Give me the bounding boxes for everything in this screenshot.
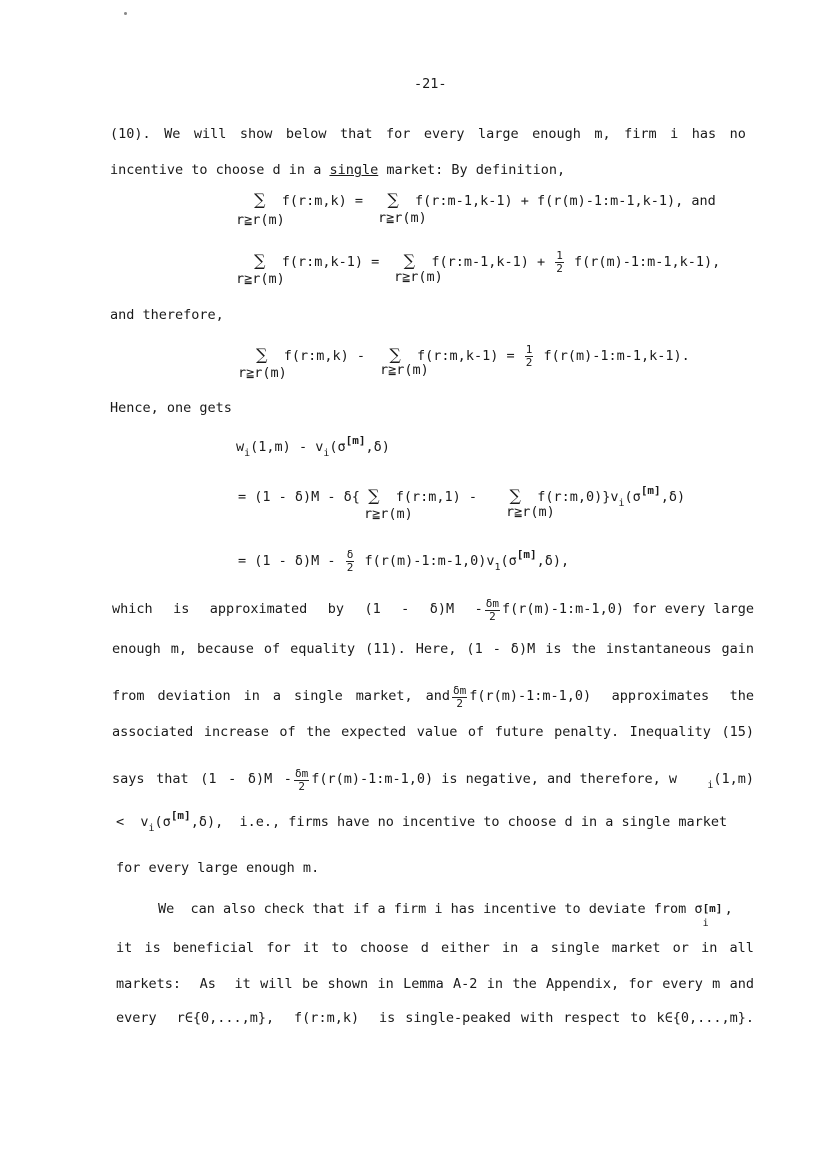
- p2-l5-w4: δ)M: [247, 771, 273, 788]
- p1-w13: has: [691, 126, 717, 142]
- eq3-rhs: f(r:m,k-1) =: [417, 348, 515, 365]
- p2-frac3-den: 2: [298, 779, 305, 793]
- eq4-w: w: [236, 439, 245, 455]
- p1-w11: firm: [624, 126, 657, 142]
- p3-w1: is: [144, 940, 161, 956]
- p3-w3: for: [266, 940, 291, 956]
- p3-l1-sup: [m]: [702, 902, 723, 915]
- p2-l5-tail: [707, 771, 754, 792]
- eq3-half: [525, 344, 534, 368]
- p2-l3-w1: deviation: [157, 688, 231, 705]
- p2-l1-w2: approximated: [209, 601, 308, 618]
- p2-l1-w1: is: [173, 601, 190, 618]
- p2-frac2-den: 2: [456, 696, 463, 710]
- p2-l6-a: < v: [116, 814, 149, 830]
- p2-l5-w1: that: [156, 771, 189, 788]
- eq4-paren: (σ: [329, 439, 346, 455]
- p2-l3-w4: single: [293, 688, 343, 705]
- p3-w8: either: [441, 940, 490, 956]
- eq5-t2: f(r:m,0)}v: [537, 489, 619, 505]
- eq2-index-1: r≧r(m): [236, 271, 285, 287]
- eq3-lhs: f(r:m,k) -: [283, 348, 365, 365]
- p3-w12: market: [611, 940, 661, 956]
- p2-l5-w3: -: [228, 771, 237, 788]
- p2-line7: for every large enough m.: [116, 860, 320, 876]
- eq5-v-sub: i: [618, 498, 625, 509]
- page-number: -21-: [414, 76, 447, 92]
- p3-l1-a: We can also check that if a firm i has incentive to deviate from σ: [158, 901, 703, 917]
- eq1-sum-1: ∑: [254, 190, 266, 209]
- eq5-end: ,δ): [660, 489, 686, 505]
- eq2-rhs: f(r:m-1,k-1) +: [431, 254, 546, 271]
- p2-line2: enough m, because of equality (11). Here, (1 - δ)M is the instantaneous gain: [112, 641, 754, 657]
- p2-frac2-num: δm: [453, 684, 467, 697]
- eq3-index-2: r≧r(m): [380, 362, 429, 378]
- p3-w7: d: [420, 940, 429, 956]
- eq6-paren: (σ: [500, 553, 517, 570]
- p1-line2-a: incentive to choose d in a: [110, 162, 330, 178]
- eq2-frac-num: 1: [556, 249, 563, 262]
- p3-w15: all: [729, 940, 754, 956]
- eq3-frac-den: 2: [525, 355, 533, 369]
- eq4-args: (1,m) - v: [250, 439, 324, 455]
- p2-line5-a: [112, 773, 292, 787]
- eq6-start: = (1 - δ)M -: [238, 553, 336, 570]
- p2-line4: associated increase of the expected value of future penalty. Inequality (15): [112, 724, 754, 740]
- p1-w1: We: [164, 126, 181, 142]
- p2-l1-w3: by: [327, 601, 345, 618]
- eq3-frac-num: 1: [525, 343, 533, 356]
- eq1-index-2: r≧r(m): [378, 210, 427, 226]
- eq2-index-2: r≧r(m): [394, 269, 443, 285]
- eq5-index-2: r≧r(m): [506, 504, 555, 520]
- p1-w12: i: [670, 126, 679, 142]
- p1-line2-b: market: By definition,: [378, 162, 566, 178]
- p2-frac1-num: δm: [485, 597, 500, 610]
- eq2: [254, 250, 720, 274]
- eq6: [238, 549, 569, 573]
- p2-frac3: [294, 768, 309, 792]
- p1-w4: below: [285, 126, 327, 142]
- p3-w5: to: [331, 940, 348, 956]
- p3-line3: markets: As it will be shown in Lemma A-2 in the Appendix, for every m and: [116, 976, 754, 992]
- p3-w9: in: [501, 940, 519, 956]
- p2-l5-w-sub: i: [707, 780, 714, 792]
- p1-w8: large: [478, 126, 519, 142]
- p1-w9: enough: [532, 126, 581, 142]
- p2-frac2: [452, 685, 467, 709]
- p2-l6-b: (σ: [154, 814, 171, 830]
- p3-w6: choose: [359, 940, 409, 956]
- eq5-t1: f(r:m,1) -: [395, 489, 478, 505]
- and-therefore: and therefore,: [110, 307, 224, 323]
- eq2-tail: f(r(m)-1:m-1,k-1),: [574, 254, 721, 271]
- p2-l5-w0: says: [112, 771, 145, 788]
- p2-l5-w5: -: [283, 771, 292, 788]
- p3-l1-end: ,: [724, 901, 733, 917]
- p3-w4: it: [302, 940, 320, 956]
- eq6-end: ,δ),: [536, 553, 570, 570]
- p2-l6-c: ,δ), i.e., firms have no incentive to choose d in a single market: [190, 814, 728, 830]
- scan-speck: [124, 12, 127, 15]
- eq2-sum-2: ∑: [403, 251, 416, 271]
- p3-w10: a: [530, 940, 539, 956]
- p2-frac3-num: δm: [295, 767, 309, 780]
- eq6-delta-half: [346, 549, 355, 573]
- p1-w2: will: [193, 126, 227, 142]
- eq6-frac-den: 2: [346, 560, 354, 574]
- eq1-sum-2: ∑: [387, 190, 399, 209]
- p2-l5-text: f(r(m)-1:m-1,0) is negative, and therefore, w: [311, 771, 677, 788]
- eq3: [256, 344, 690, 368]
- p3-line2: [116, 942, 754, 956]
- p3-l1-sub: i: [702, 918, 709, 929]
- p2-l5-args: (1,m): [713, 771, 754, 788]
- eq4: [236, 434, 390, 459]
- p1-w0: (10).: [110, 126, 151, 142]
- eq5-start: = (1 - δ)M - δ{: [238, 489, 360, 505]
- eq3-sum-2: ∑: [389, 345, 401, 365]
- p1-line2: [110, 164, 565, 178]
- p2-line3-b: f(r(m)-1:m-1,0) approximates the: [469, 688, 754, 705]
- p2-line3: [112, 685, 754, 709]
- eq3-tail: f(r(m)-1:m-1,k-1).: [543, 348, 690, 365]
- p2-l1-w6: δ)M: [429, 601, 455, 618]
- eq4-v-sub: i: [323, 448, 330, 459]
- eq5-sum-2: ∑: [509, 486, 521, 505]
- p3-line1: [158, 901, 733, 929]
- p2-l3-w6: and: [425, 688, 450, 705]
- p1-line2-underlined: single: [329, 162, 379, 178]
- eq6-mid: f(r(m)-1:m-1,0)v: [364, 553, 495, 570]
- eq2-lhs: f(r:m,k-1) =: [281, 254, 380, 271]
- p1-w10: m,: [594, 126, 611, 142]
- eq3-sum-1: ∑: [256, 345, 268, 365]
- eq1-lhs: f(r:m,k) =: [281, 193, 363, 209]
- p2-frac1-den: 2: [489, 609, 496, 623]
- eq4-end: ,δ): [365, 439, 390, 455]
- p3-line4: every r∈{0,...,m}, f(r:m,k) is single-peaked with respect to k∈{0,...,m}.: [116, 1010, 754, 1026]
- p2-l3-w3: a: [272, 688, 281, 705]
- p1-w5: that: [340, 126, 373, 142]
- p1-w6: for: [386, 126, 411, 142]
- p3-w0: it: [116, 940, 133, 956]
- p2-l1-w4: (1: [364, 601, 381, 618]
- p3-w2: beneficial: [172, 940, 255, 956]
- eq3-index-1: r≧r(m): [238, 365, 287, 381]
- eq5-index-1: r≧r(m): [364, 506, 413, 522]
- eq5-paren: (σ: [624, 489, 641, 505]
- eq2-frac-den: 2: [556, 261, 563, 275]
- eq2-sum-1: ∑: [254, 251, 266, 271]
- p2-line3-a: [112, 690, 450, 704]
- p2-l6-sup: [m]: [170, 809, 191, 822]
- p1-w14: no: [729, 126, 746, 142]
- p1-w7: every: [423, 126, 465, 142]
- p2-line5: [112, 768, 754, 792]
- hence: Hence, one gets: [110, 400, 232, 416]
- p2-l1-w5: -: [401, 601, 410, 618]
- p2-line1-b: f(r(m)-1:m-1,0) for every large: [502, 601, 754, 618]
- p2-frac1: [485, 598, 500, 622]
- p2-l3-w2: in: [243, 688, 260, 705]
- eq4-m-sup: [m]: [345, 434, 366, 447]
- p2-l6-v-sub: i: [148, 823, 155, 834]
- p2-l5-w2: (1: [200, 771, 217, 788]
- eq1: [254, 192, 716, 209]
- p3-w14: in: [701, 940, 718, 956]
- p2-l1-w7: -: [474, 601, 483, 618]
- p2-line1-a: [112, 603, 483, 617]
- p2-line6: [116, 809, 728, 834]
- p3-w11: single: [550, 940, 600, 956]
- eq1-index-1: r≧r(m): [236, 212, 285, 228]
- eq5: [238, 484, 686, 509]
- eq1-rhs: f(r:m-1,k-1) + f(r(m)-1:m-1,k-1), and: [415, 193, 716, 209]
- p1-w3: show: [239, 126, 273, 142]
- p2-l3-w5: market,: [355, 688, 413, 705]
- eq5-m-sup: [m]: [640, 484, 661, 497]
- eq4-w-sub: i: [244, 448, 251, 459]
- eq5-sum-1: ∑: [368, 486, 380, 505]
- p2-l3-w0: from: [112, 688, 145, 705]
- eq6-m-sup: [m]: [516, 548, 537, 562]
- p3-w13: or: [672, 940, 689, 956]
- p2-line1: [112, 598, 754, 622]
- eq6-v-sub: 1: [494, 562, 501, 574]
- p1-line1: [110, 128, 746, 142]
- p2-line5-b: [311, 771, 754, 792]
- eq6-frac-num: δ: [346, 548, 354, 561]
- eq2-half: [555, 250, 564, 274]
- p2-l1-w0: which: [112, 601, 153, 618]
